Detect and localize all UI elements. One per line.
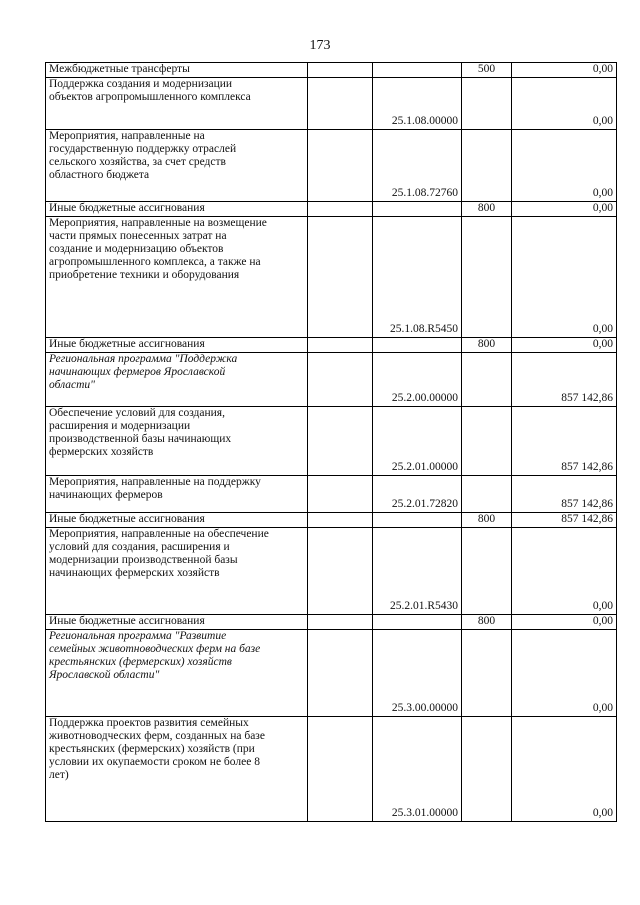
row-blank-cell [308, 63, 373, 78]
table-row [46, 528, 617, 615]
row-blank-cell [308, 338, 373, 353]
row-expense-type-cell [462, 630, 512, 717]
table-row [46, 217, 617, 338]
table-row [46, 338, 617, 353]
row-expense-type-cell: 800 [462, 202, 512, 217]
row-blank-cell [308, 476, 373, 513]
row-blank-cell [308, 78, 373, 130]
row-blank-cell [308, 353, 373, 407]
page-number: 173 [309, 38, 331, 53]
row-blank-cell [308, 407, 373, 476]
row-amount-cell: 857 142,86 [512, 513, 617, 528]
row-expense-type-cell [462, 528, 512, 615]
row-expense-type-cell [462, 217, 512, 338]
row-name-cell: Мероприятия, направленные на поддержку начинающих фермеров [46, 476, 308, 513]
row-blank-cell [308, 717, 373, 822]
table-row [46, 63, 617, 78]
row-blank-cell [308, 630, 373, 717]
row-name-cell: Региональная программа "Поддержка начинающих фермеров Ярославской области" [46, 353, 308, 407]
row-amount-cell: 857 142,86 [512, 353, 617, 407]
row-blank-cell [308, 615, 373, 630]
row-code-cell: 25.3.00.00000 [373, 630, 462, 717]
row-code-cell [373, 63, 462, 78]
row-name-cell: Поддержка проектов развития семейных животноводческих ферм, созданных на базе крестьянских (фермерских) хозяйств (при условии их окупаемости сроком не более 8 лет) [46, 717, 308, 822]
row-code-cell [373, 338, 462, 353]
row-amount-cell: 0,00 [512, 202, 617, 217]
row-name-cell: Мероприятия, направленные на возмещение части прямых понесенных затрат на создание и модернизацию объектов агропромышленного комплекса, а также на приобретение техники и оборудования [46, 217, 308, 338]
budget-table-body [46, 63, 617, 822]
row-name-cell: Поддержка создания и модернизации объектов агропромышленного комплекса [46, 78, 308, 130]
row-code-cell [373, 615, 462, 630]
row-name-cell: Обеспечение условий для создания, расширения и модернизации производственной базы начинающих фермерских хозяйств [46, 407, 308, 476]
row-amount-cell: 0,00 [512, 717, 617, 822]
row-blank-cell [308, 528, 373, 615]
table-row [46, 78, 617, 130]
row-code-cell: 25.3.01.00000 [373, 717, 462, 822]
table-row [46, 476, 617, 513]
row-code-cell: 25.2.01.00000 [373, 407, 462, 476]
row-name-cell: Иные бюджетные ассигнования [46, 338, 308, 353]
row-code-cell: 25.1.08.00000 [373, 78, 462, 130]
row-blank-cell [308, 513, 373, 528]
row-expense-type-cell: 800 [462, 513, 512, 528]
row-name-cell: Иные бюджетные ассигнования [46, 202, 308, 217]
row-blank-cell [308, 130, 373, 202]
row-amount-cell: 0,00 [512, 630, 617, 717]
table-row [46, 615, 617, 630]
row-name-cell: Иные бюджетные ассигнования [46, 513, 308, 528]
row-amount-cell: 0,00 [512, 615, 617, 630]
row-blank-cell [308, 202, 373, 217]
row-code-cell: 25.1.08.72760 [373, 130, 462, 202]
row-amount-cell: 0,00 [512, 528, 617, 615]
table-row [46, 513, 617, 528]
row-expense-type-cell [462, 353, 512, 407]
row-expense-type-cell [462, 407, 512, 476]
row-amount-cell: 857 142,86 [512, 407, 617, 476]
table-row [46, 130, 617, 202]
row-expense-type-cell [462, 476, 512, 513]
table-row [46, 407, 617, 476]
row-expense-type-cell: 800 [462, 615, 512, 630]
row-amount-cell: 0,00 [512, 338, 617, 353]
row-code-cell: 25.2.01.R5430 [373, 528, 462, 615]
row-expense-type-cell [462, 78, 512, 130]
row-name-cell: Региональная программа "Развитие семейных животноводческих ферм на базе крестьянских (фермерских) хозяйств Ярославской области" [46, 630, 308, 717]
row-code-cell [373, 202, 462, 217]
row-code-cell: 25.2.01.72820 [373, 476, 462, 513]
row-code-cell [373, 513, 462, 528]
row-amount-cell: 857 142,86 [512, 476, 617, 513]
row-blank-cell [308, 217, 373, 338]
table-row [46, 353, 617, 407]
row-amount-cell: 0,00 [512, 130, 617, 202]
table-row [46, 630, 617, 717]
row-name-cell: Мероприятия, направленные на обеспечение условий для создания, расширения и модернизации производственной базы начинающих фермерских хозяйств [46, 528, 308, 615]
row-amount-cell: 0,00 [512, 78, 617, 130]
row-name-cell: Межбюджетные трансферты [46, 63, 308, 78]
row-expense-type-cell [462, 130, 512, 202]
row-amount-cell: 0,00 [512, 63, 617, 78]
table-row [46, 202, 617, 217]
row-name-cell: Мероприятия, направленные на государственную поддержку отраслей сельского хозяйства, за счет средств областного бюджета [46, 130, 308, 202]
table-row [46, 717, 617, 822]
row-amount-cell: 0,00 [512, 217, 617, 338]
row-name-cell: Иные бюджетные ассигнования [46, 615, 308, 630]
row-code-cell: 25.1.08.R5450 [373, 217, 462, 338]
row-expense-type-cell: 500 [462, 63, 512, 78]
budget-table [45, 62, 617, 822]
row-expense-type-cell: 800 [462, 338, 512, 353]
row-expense-type-cell [462, 717, 512, 822]
row-code-cell: 25.2.00.00000 [373, 353, 462, 407]
